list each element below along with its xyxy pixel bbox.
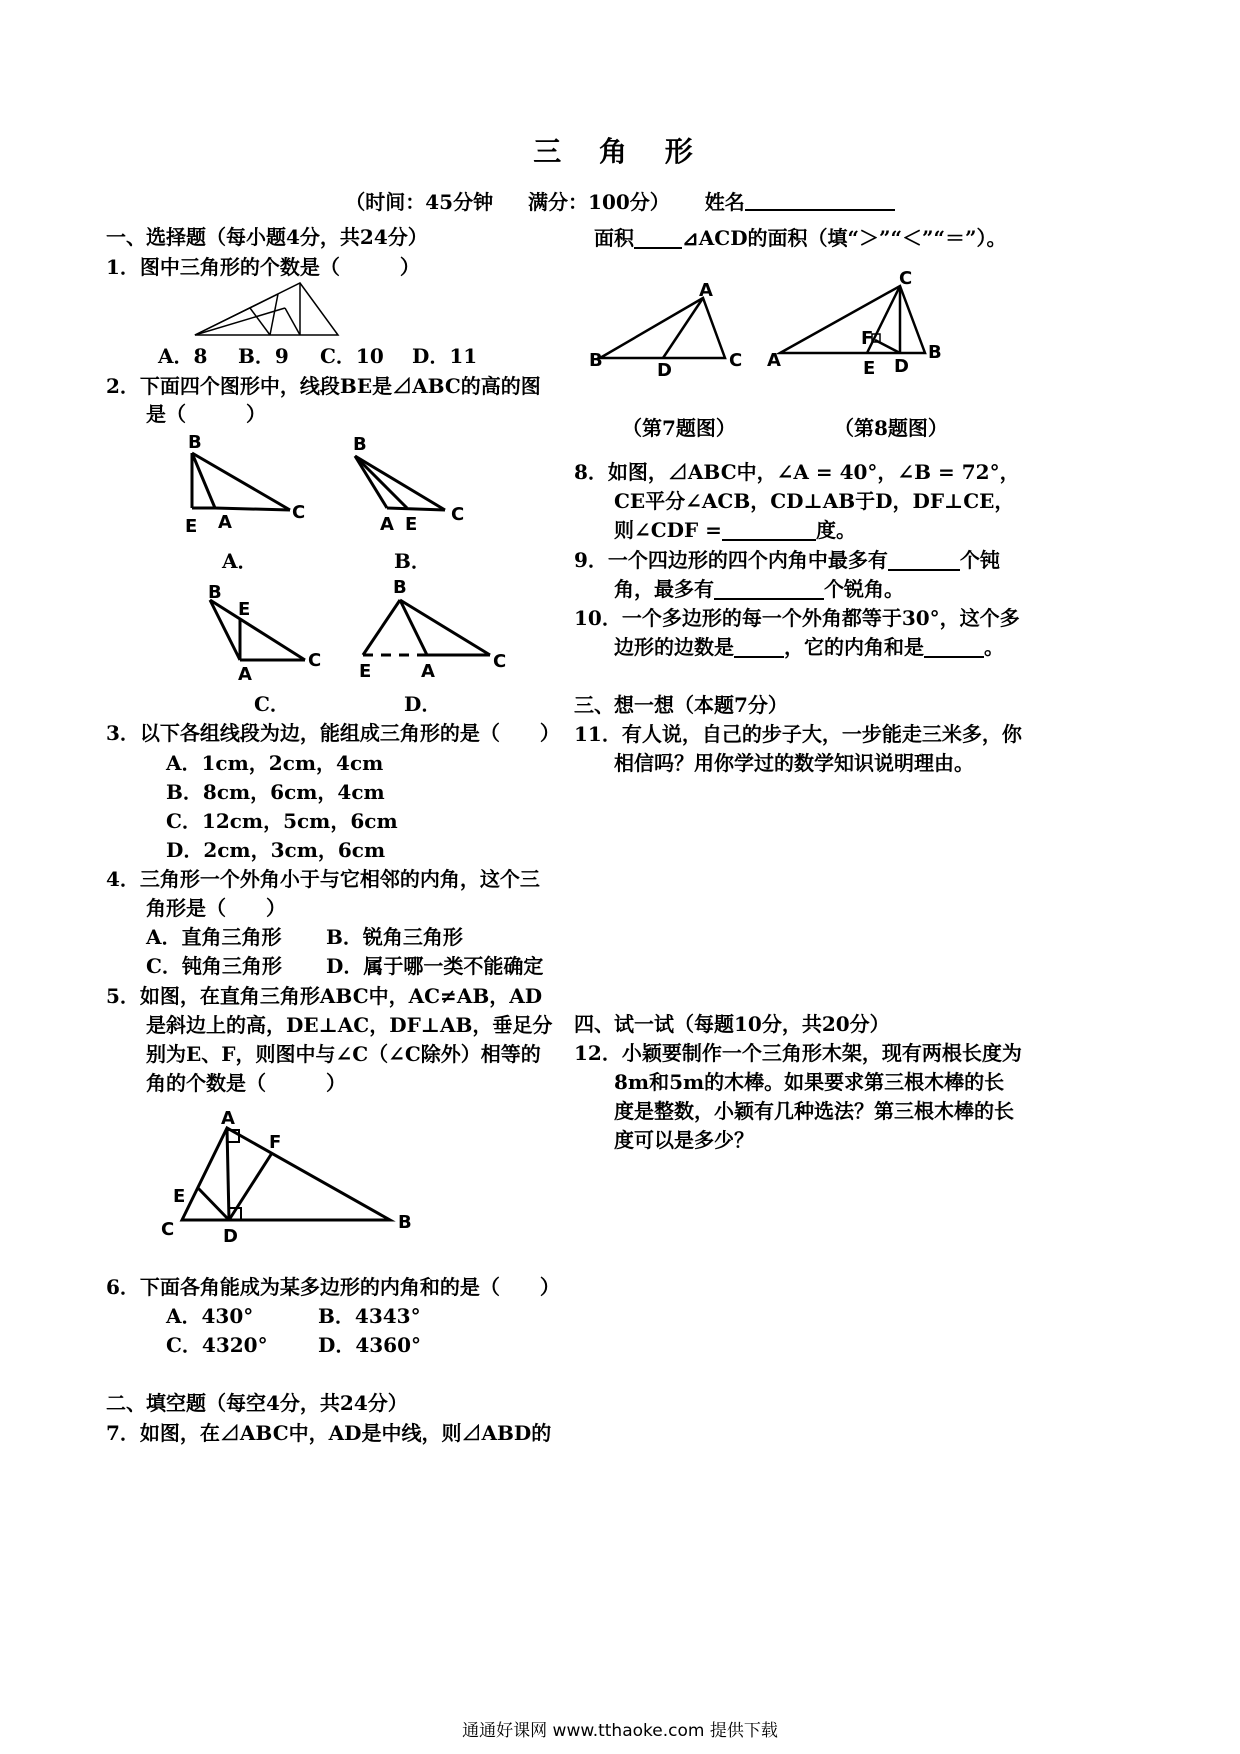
q9-suffix-2: 个锐角。 — [824, 577, 904, 601]
figure-q2-a — [180, 428, 320, 538]
question-3: 3．以下各组线段为边，能组成三角形的是（ ） — [106, 721, 560, 745]
q6-option-c[interactable]: C．4320° — [166, 1333, 268, 1357]
question-5-line-4: 角的个数是（ ） — [146, 1071, 346, 1095]
question-1: 1．图中三角形的个数是（ ） — [106, 255, 420, 279]
score-info: 满分：100分） — [528, 190, 670, 214]
q9-blank-2[interactable] — [714, 576, 824, 600]
figure-q8 — [765, 268, 955, 378]
fig2a-label: E — [185, 516, 198, 537]
q10-end: 。 — [984, 635, 1004, 659]
q3-option-b[interactable]: B．8cm，6cm，4cm — [166, 780, 385, 804]
question-10-line-2 — [614, 631, 1004, 663]
question-11-line-1: 11．有人说，自己的步子大，一步能走三米多，你 — [574, 722, 1022, 746]
question-8-line-1: 8．如图，⊿ABC中，∠A = 40°，∠B = 72°， — [574, 460, 1020, 484]
q7-area-label: 面积 — [594, 226, 634, 250]
left-column — [0, 0, 620, 1700]
fig5-label: B — [398, 1212, 412, 1233]
figure-q5 — [155, 1110, 425, 1250]
question-9-line-2 — [614, 573, 904, 605]
q6-option-a[interactable]: A．430° — [166, 1304, 254, 1328]
q1-option-c[interactable]: C．10 — [320, 344, 384, 368]
section-2-heading: 二、填空题（每空4分，共24分） — [106, 1391, 408, 1415]
q10-mid: ，它的内角和是 — [784, 635, 924, 659]
fig2b-label: C — [451, 504, 465, 525]
figure-q2-d — [355, 575, 515, 685]
q9-blank-1[interactable] — [888, 547, 960, 571]
fig7-label: A — [699, 280, 713, 301]
q8-suffix: 度。 — [815, 518, 856, 542]
fig8-label: D — [894, 356, 909, 377]
q7-tail: ⊿ACD的面积（填“＞”“＜”“＝”）。 — [682, 226, 1007, 250]
fig2c-label: B — [208, 582, 222, 603]
right-column — [560, 0, 1240, 1700]
question-12-line-1: 12．小颖要制作一个三角形木架，现有两根长度为 — [574, 1041, 1022, 1065]
fig2d-label: A — [421, 661, 435, 682]
q9-prefix-2: 角，最多有 — [614, 577, 714, 601]
question-12-line-3: 度是整数，小颖有几种选法？第三根木棒的长 — [614, 1099, 1014, 1123]
q3-option-a[interactable]: A．1cm，2cm，4cm — [166, 751, 384, 775]
question-9-line-1 — [574, 544, 1000, 576]
question-5-line-1: 5．如图，在直角三角形ABC中，AC≠AB，AD — [106, 984, 543, 1008]
fig5-label: E — [173, 1186, 186, 1207]
fig2c-label: C — [308, 650, 322, 671]
q10-blank-2[interactable] — [924, 634, 984, 658]
q1-option-d[interactable]: D．11 — [412, 344, 478, 368]
fig7-label: D — [657, 360, 672, 381]
question-2-line-2: 是（ ） — [146, 402, 266, 426]
q7-blank[interactable] — [634, 225, 682, 249]
fig8-label: A — [767, 350, 781, 371]
time-info: （时间：45分钟 — [345, 190, 494, 214]
q8-prefix: 则∠CDF = — [614, 518, 722, 542]
question-11-line-2: 相信吗？用你学过的数学知识说明理由。 — [614, 751, 974, 775]
q4-option-a[interactable]: A．直角三角形 — [146, 925, 282, 949]
fig2b-label: E — [405, 514, 418, 535]
q4-option-b[interactable]: B．锐角三角形 — [326, 925, 463, 949]
q3-option-d[interactable]: D．2cm，3cm，6cm — [166, 838, 386, 862]
fig8-label: C — [899, 268, 913, 289]
question-7-line-2 — [594, 222, 1007, 254]
question-5-line-2: 是斜边上的高，DE⊥AC，DF⊥AB，垂足分 — [146, 1013, 553, 1037]
q2-option-c[interactable]: C． — [254, 692, 290, 716]
question-4-line-2: 角形是（ ） — [146, 896, 286, 920]
section-4-heading: 四、试一试（每题10分，共20分） — [574, 1012, 890, 1036]
q4-option-c[interactable]: C．钝角三角形 — [146, 954, 282, 978]
fig7-label: B — [589, 350, 603, 371]
fig7-label: C — [729, 350, 743, 371]
q10-blank-1[interactable] — [734, 634, 784, 658]
fig2b-label: A — [380, 514, 394, 535]
fig5-label: A — [221, 1110, 235, 1129]
question-2-line-1: 2．下面四个图形中，线段BE是⊿ABC的高的图 — [106, 374, 541, 398]
question-4-line-1: 4．三角形一个外角小于与它相邻的内角，这个三 — [106, 867, 540, 891]
q9-suffix-1: 个钝 — [959, 548, 1000, 572]
fig5-label: F — [269, 1132, 282, 1153]
fig8-label: E — [863, 358, 876, 378]
figure-q7 — [585, 278, 765, 383]
figure-7-caption: （第7题图） — [622, 416, 736, 440]
section-1-heading: 一、选择题（每小题4分，共24分） — [106, 225, 428, 249]
fig2d-label: B — [393, 577, 407, 598]
figure-q2-b — [345, 428, 475, 538]
question-8-line-2: CE平分∠ACB，CD⊥AB于D，DF⊥CE， — [614, 489, 1015, 513]
fig2c-label: A — [238, 664, 252, 685]
page-title: 三 角 形 — [533, 135, 707, 168]
fig8-label: F — [861, 328, 874, 349]
question-12-line-4: 度可以是多少？ — [614, 1128, 754, 1152]
question-7-line-1: 7．如图，在⊿ABC中，AD是中线，则⊿ABD的 — [106, 1421, 552, 1445]
q1-option-a[interactable]: A．8 — [158, 344, 208, 368]
name-label: 姓名 — [704, 190, 745, 214]
q2-option-b[interactable]: B． — [394, 549, 431, 573]
fig2a-label: C — [292, 502, 306, 523]
fig2d-label: C — [493, 651, 507, 672]
figure-q1-triangles — [190, 280, 350, 340]
question-5-line-3: 别为E、F，则图中与∠C（∠C除外）相等的 — [146, 1042, 541, 1066]
fig2d-label: E — [359, 661, 372, 682]
q6-option-b[interactable]: B．4343° — [318, 1304, 421, 1328]
fig5-label: D — [223, 1226, 238, 1247]
q8-blank[interactable] — [722, 517, 816, 541]
section-3-heading: 三、想一想（本题7分） — [574, 693, 788, 717]
q3-option-c[interactable]: C．12cm，5cm，6cm — [166, 809, 398, 833]
fig2a-label: B — [188, 432, 202, 453]
fig2b-label: B — [353, 434, 367, 455]
fig2c-label: E — [238, 599, 251, 620]
q1-option-b[interactable]: B．9 — [238, 344, 289, 368]
q10-prefix: 边形的边数是 — [614, 635, 734, 659]
q9-prefix: 9．一个四边形的四个内角中最多有 — [574, 548, 888, 572]
q2-option-a[interactable]: A． — [222, 549, 258, 573]
figure-q2-c — [200, 580, 330, 685]
fig5-label: C — [161, 1219, 175, 1240]
q6-option-d[interactable]: D．4360° — [318, 1333, 422, 1357]
q4-option-d[interactable]: D．属于哪一类不能确定 — [326, 954, 544, 978]
fig8-label: B — [928, 342, 942, 363]
q2-option-d[interactable]: D． — [404, 692, 442, 716]
question-10-line-1: 10．一个多边形的每一个外角都等于30°，这个多 — [574, 606, 1020, 630]
question-8-line-3 — [614, 514, 856, 546]
figure-8-caption: （第8题图） — [834, 416, 948, 440]
question-12-line-2: 8m和5m的木棒。如果要求第三根木棒的长 — [614, 1070, 1005, 1094]
fig2a-label: A — [218, 512, 232, 533]
question-6: 6．下面各角能成为某多边形的内角和的是（ ） — [106, 1275, 560, 1299]
footer-credit: 通通好课网 www.tthaoke.com 提供下载 — [462, 1721, 778, 1741]
